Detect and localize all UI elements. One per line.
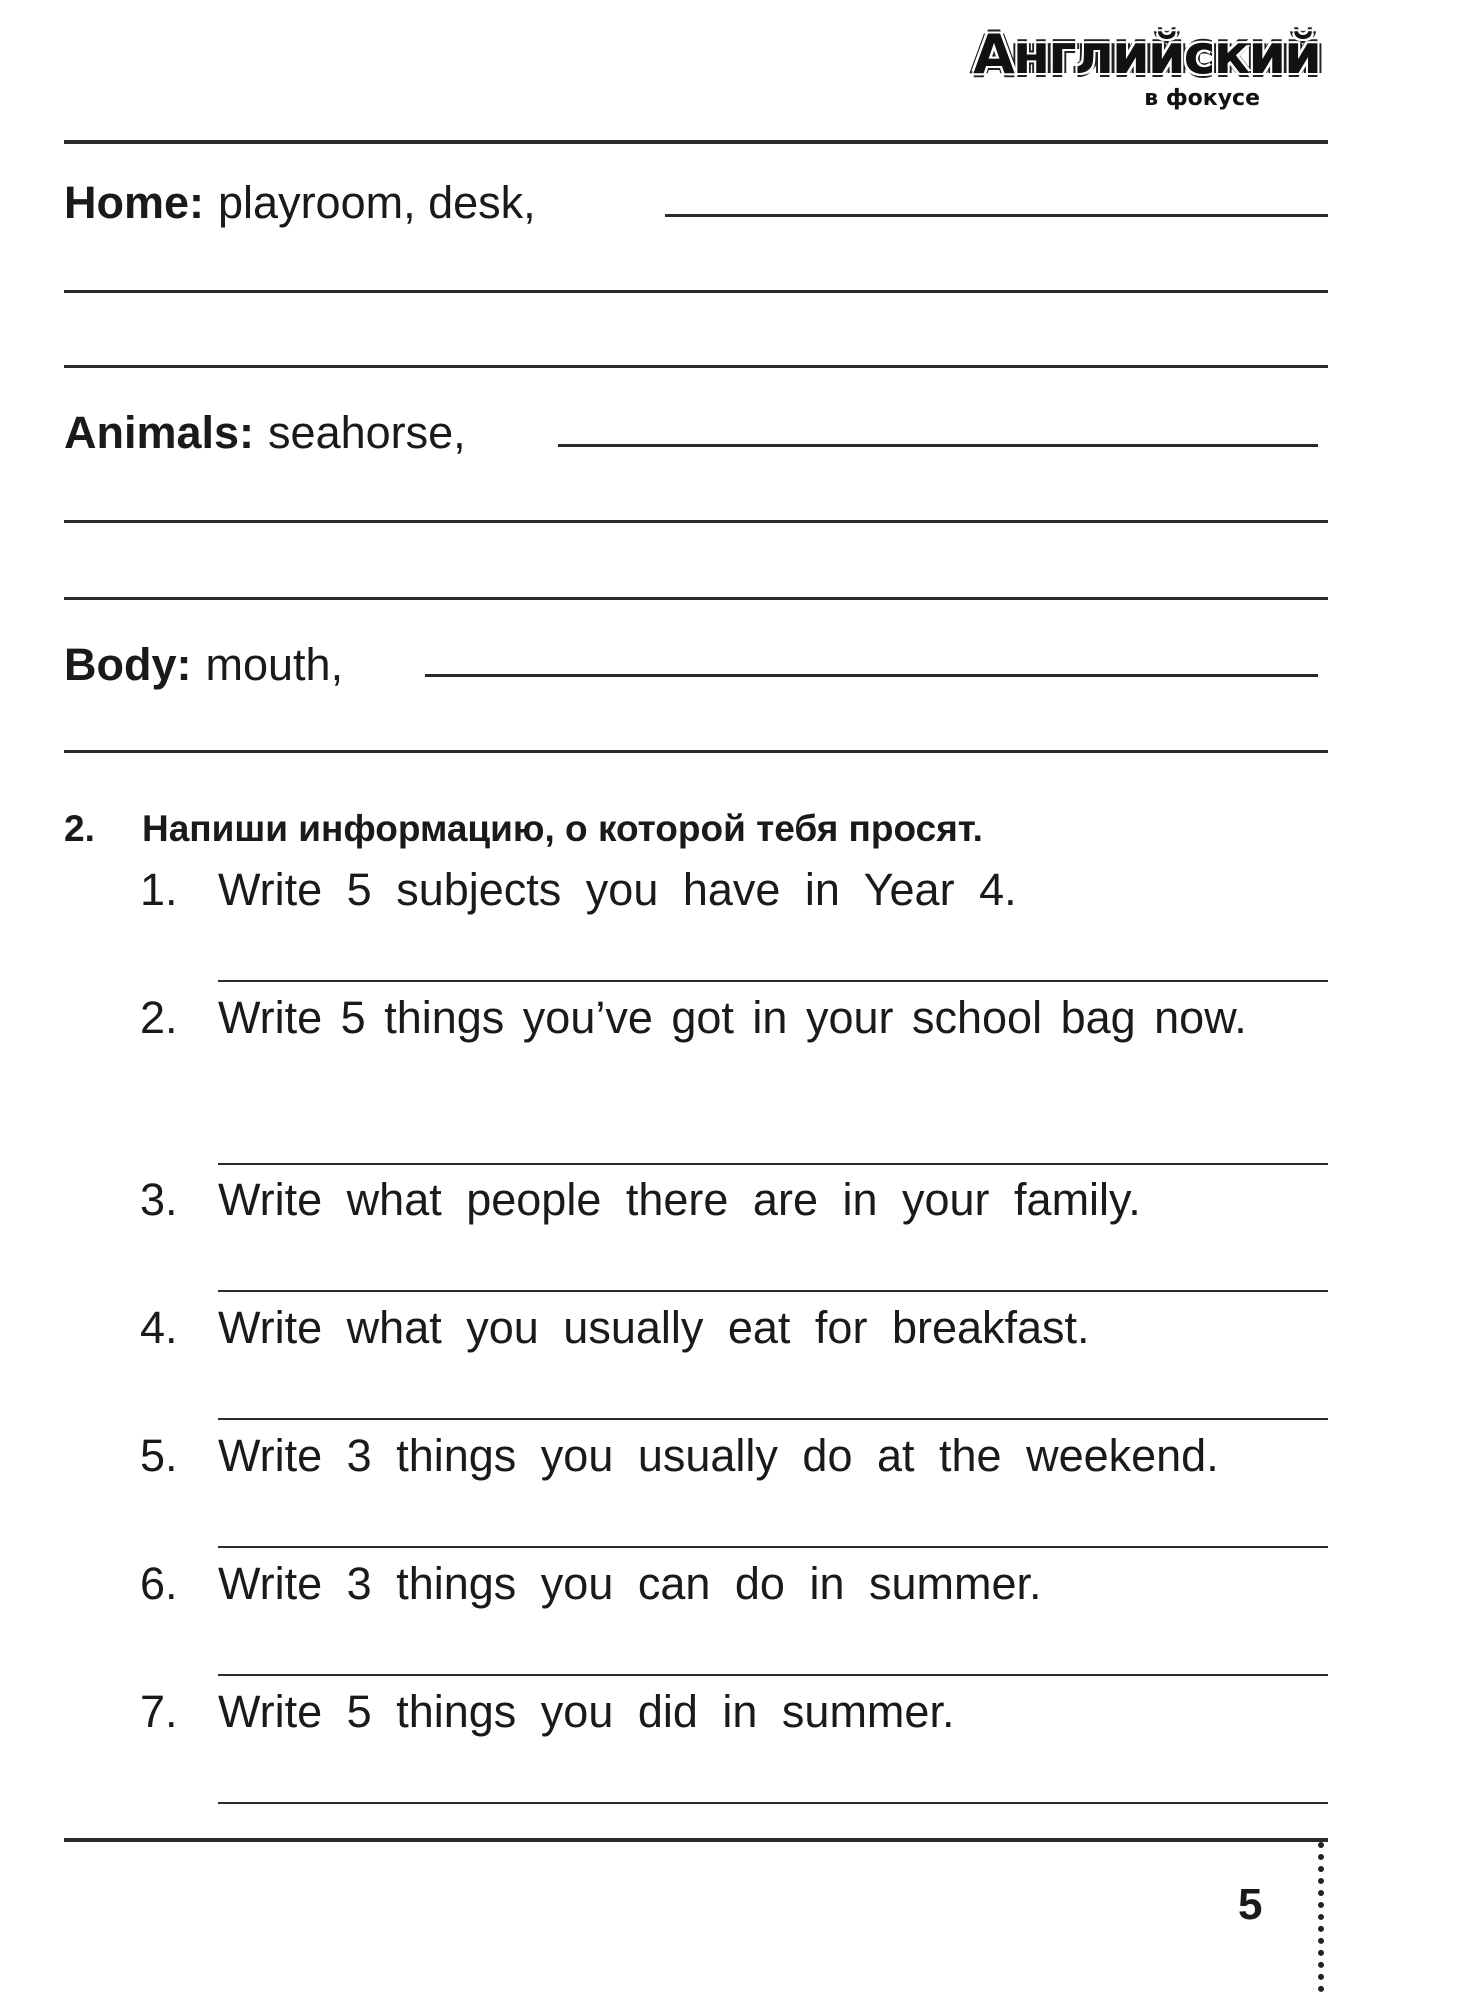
task-item bbox=[140, 1686, 1330, 1738]
answer-line[interactable] bbox=[665, 214, 1328, 217]
answer-line[interactable] bbox=[218, 1802, 1328, 1804]
answer-line[interactable] bbox=[218, 1418, 1328, 1420]
task-number: 7. bbox=[140, 1686, 178, 1737]
exercise-heading bbox=[64, 808, 983, 850]
task-number: 1. bbox=[140, 864, 178, 915]
task-item bbox=[140, 864, 1330, 916]
page-number: 5 bbox=[1238, 1880, 1263, 1929]
answer-line[interactable] bbox=[64, 750, 1328, 753]
task-text: Write 3 things you usually do at the weekend. bbox=[218, 1430, 1219, 1481]
top-rule bbox=[64, 140, 1328, 144]
task-text: Write what you usually eat for breakfast. bbox=[218, 1302, 1090, 1353]
category-words: playroom, desk, bbox=[218, 177, 536, 228]
category-label: Animals: bbox=[64, 407, 255, 458]
answer-line[interactable] bbox=[218, 1163, 1328, 1165]
category-label: Home: bbox=[64, 177, 205, 228]
task-text: Write 5 subjects you have in Year 4. bbox=[218, 864, 1017, 915]
cut-line-dots bbox=[1318, 1842, 1324, 1992]
task-item bbox=[140, 1174, 1330, 1226]
task-item bbox=[140, 1558, 1330, 1610]
answer-line[interactable] bbox=[64, 365, 1328, 368]
bottom-rule bbox=[64, 1838, 1328, 1842]
answer-line[interactable] bbox=[218, 1290, 1328, 1292]
exercise-number: 2. bbox=[64, 808, 95, 849]
task-item bbox=[140, 1302, 1330, 1354]
task-number: 3. bbox=[140, 1174, 178, 1225]
answer-line[interactable] bbox=[218, 1546, 1328, 1548]
answer-line[interactable] bbox=[218, 980, 1328, 982]
task-number: 6. bbox=[140, 1558, 178, 1609]
answer-line[interactable] bbox=[558, 444, 1318, 447]
task-text: Write what people there are in your family. bbox=[218, 1174, 1141, 1225]
task-text: Write 5 things you did in summer. bbox=[218, 1686, 955, 1737]
category-body bbox=[64, 639, 344, 690]
book-logo bbox=[973, 23, 1320, 128]
task-text: Write 5 things you’ve got in your school bag now. bbox=[218, 992, 1247, 1043]
logo-subtitle: в фокусе bbox=[1144, 86, 1260, 111]
answer-line[interactable] bbox=[64, 290, 1328, 293]
task-number: 2. bbox=[140, 992, 178, 1043]
exercise-instruction: Напиши информацию, о которой тебя просят. bbox=[142, 808, 983, 849]
category-label: Body: bbox=[64, 639, 192, 690]
task-text: Write 3 things you can do in summer. bbox=[218, 1558, 1042, 1609]
answer-line[interactable] bbox=[425, 674, 1318, 677]
task-number: 4. bbox=[140, 1302, 178, 1353]
answer-line[interactable] bbox=[64, 520, 1328, 523]
category-animals bbox=[64, 407, 466, 458]
category-home bbox=[64, 177, 536, 228]
category-words: seahorse, bbox=[268, 407, 466, 458]
answer-line[interactable] bbox=[218, 1674, 1328, 1676]
logo-title: Английский bbox=[973, 23, 1320, 86]
category-words: mouth, bbox=[205, 639, 344, 690]
task-item bbox=[140, 1430, 1330, 1482]
task-item bbox=[140, 992, 1330, 1096]
task-number: 5. bbox=[140, 1430, 178, 1481]
answer-line[interactable] bbox=[64, 597, 1328, 600]
